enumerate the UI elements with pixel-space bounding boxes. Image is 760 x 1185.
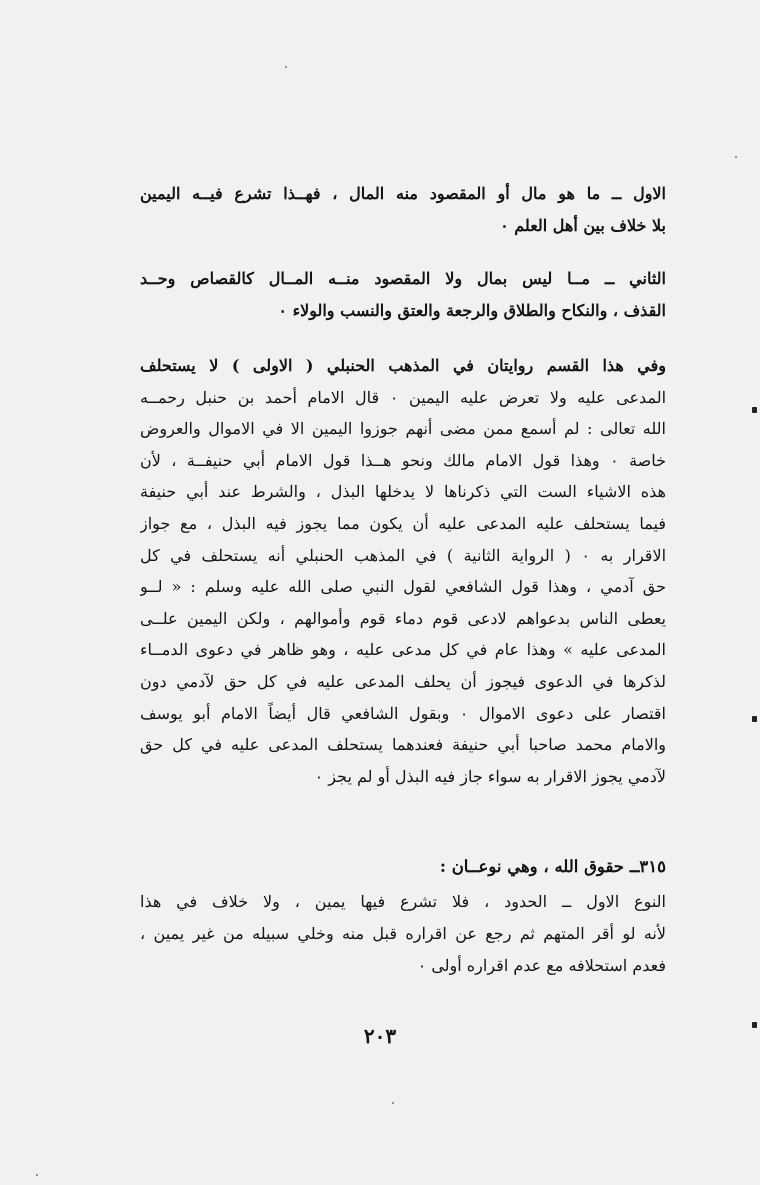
- text-line: النوع الاول ــ الحدود ، فلا تشرع فيها يمين ، ولا خلاف في هذا: [140, 892, 666, 911]
- paragraph-first-type: [140, 178, 666, 242]
- text-line: المدعى عليه » وهذا عام في كل مدعى عليه ، وهو ظاهر في دعوى الدمــاء: [140, 640, 666, 660]
- paragraph-hudud: [140, 886, 666, 982]
- text-line: الله تعالى : لم أسمع ممن مضى أنهم جوزوا اليمين الا في الاموال والعروض: [140, 419, 666, 439]
- text-line: فعدم استحلافه مع عدم اقراره أولى ٠: [417, 956, 666, 975]
- text-line: يعطى الناس بدعواهم لادعى قوم دماء قوم وأموالهم ، ولكن اليمين علــى: [140, 608, 666, 628]
- text-line: الاول ــ ما هو مال أو المقصود منه المال ، فهــذا تشرع فيــه اليمين: [140, 184, 666, 203]
- text-line: الثاني ــ مــا ليس بمال ولا المقصود منــه المــال كالقصاص وحــد: [140, 269, 666, 288]
- text-line: والامام محمد صاحبا أبي حنيفة فعندهما يستحلف المدعى عليه في كل حق: [140, 735, 666, 755]
- text-line: وفي هذا القسم روايتان في المذهب الحنبلي ( الاولى ) لا يستحلف: [140, 356, 666, 375]
- text-line: القذف ، والنكاح والطلاق والرجعة والعتق والنسب والولاء ٠: [278, 301, 666, 320]
- text-line: اقتصار على دعوى الاموال ٠ وبقول الشافعي قال أيضاً الامام أبو يوسف: [140, 703, 666, 723]
- text-line: لأنه لو أقر المتهم ثم رجع عن اقراره قبل منه وخلي سبيله من غير يمين ،: [140, 924, 666, 943]
- text-line: حق آدمي ، وهذا قول الشافعي لقول النبي صلى الله عليه وسلم : « لــو: [140, 577, 666, 597]
- text-line: هذه الاشياء الست التي ذكرناها لا يدخلها البذل ، والشرط عند أبي حنيفة: [140, 482, 666, 502]
- text-line: بلا خلاف بين أهل العلم ٠: [500, 216, 666, 235]
- text-line: فيما يستحلف عليه المدعى عليه أن يكون مما يجوز فيه البذل ، مع جواز: [140, 513, 666, 533]
- scan-speck: [752, 716, 757, 722]
- scan-speck: [285, 66, 287, 68]
- text-line: لآدمي يجوز الاقرار به سواء جاز فيه البذل أو لم يجز ٠: [314, 766, 666, 786]
- section-heading: ٣١٥ــ حقوق الله ، وهي نوعــان :: [439, 857, 666, 876]
- page-number: ٢٠٣: [363, 1024, 397, 1048]
- text-line: خاصة ٠ وهذا قول الامام مالك ونحو هــذا قول الامام أبي حنيفــة ، لأن: [140, 450, 666, 470]
- text-line: المدعى عليه ولا تعرض عليه اليمين ٠ قال الامام أحمد بن حنبل رحمــه: [140, 387, 666, 407]
- scan-speck: [752, 1022, 757, 1028]
- text-line: الاقرار به ٠ ( الرواية الثانية ) في المذهب الحنبلي أنه يستحلف في كل: [140, 545, 666, 565]
- scan-speck: [392, 1102, 394, 1104]
- paragraph-second-type: [140, 263, 666, 327]
- scan-speck: [36, 1174, 38, 1176]
- paragraph-two-narrations: [140, 350, 666, 792]
- scan-speck: [752, 407, 757, 413]
- scan-speck: [735, 156, 737, 158]
- text-line: لذكرها في الدعوى فيجوز أن يحلف المدعى عليه في كل حق لآدمي دون: [140, 671, 666, 691]
